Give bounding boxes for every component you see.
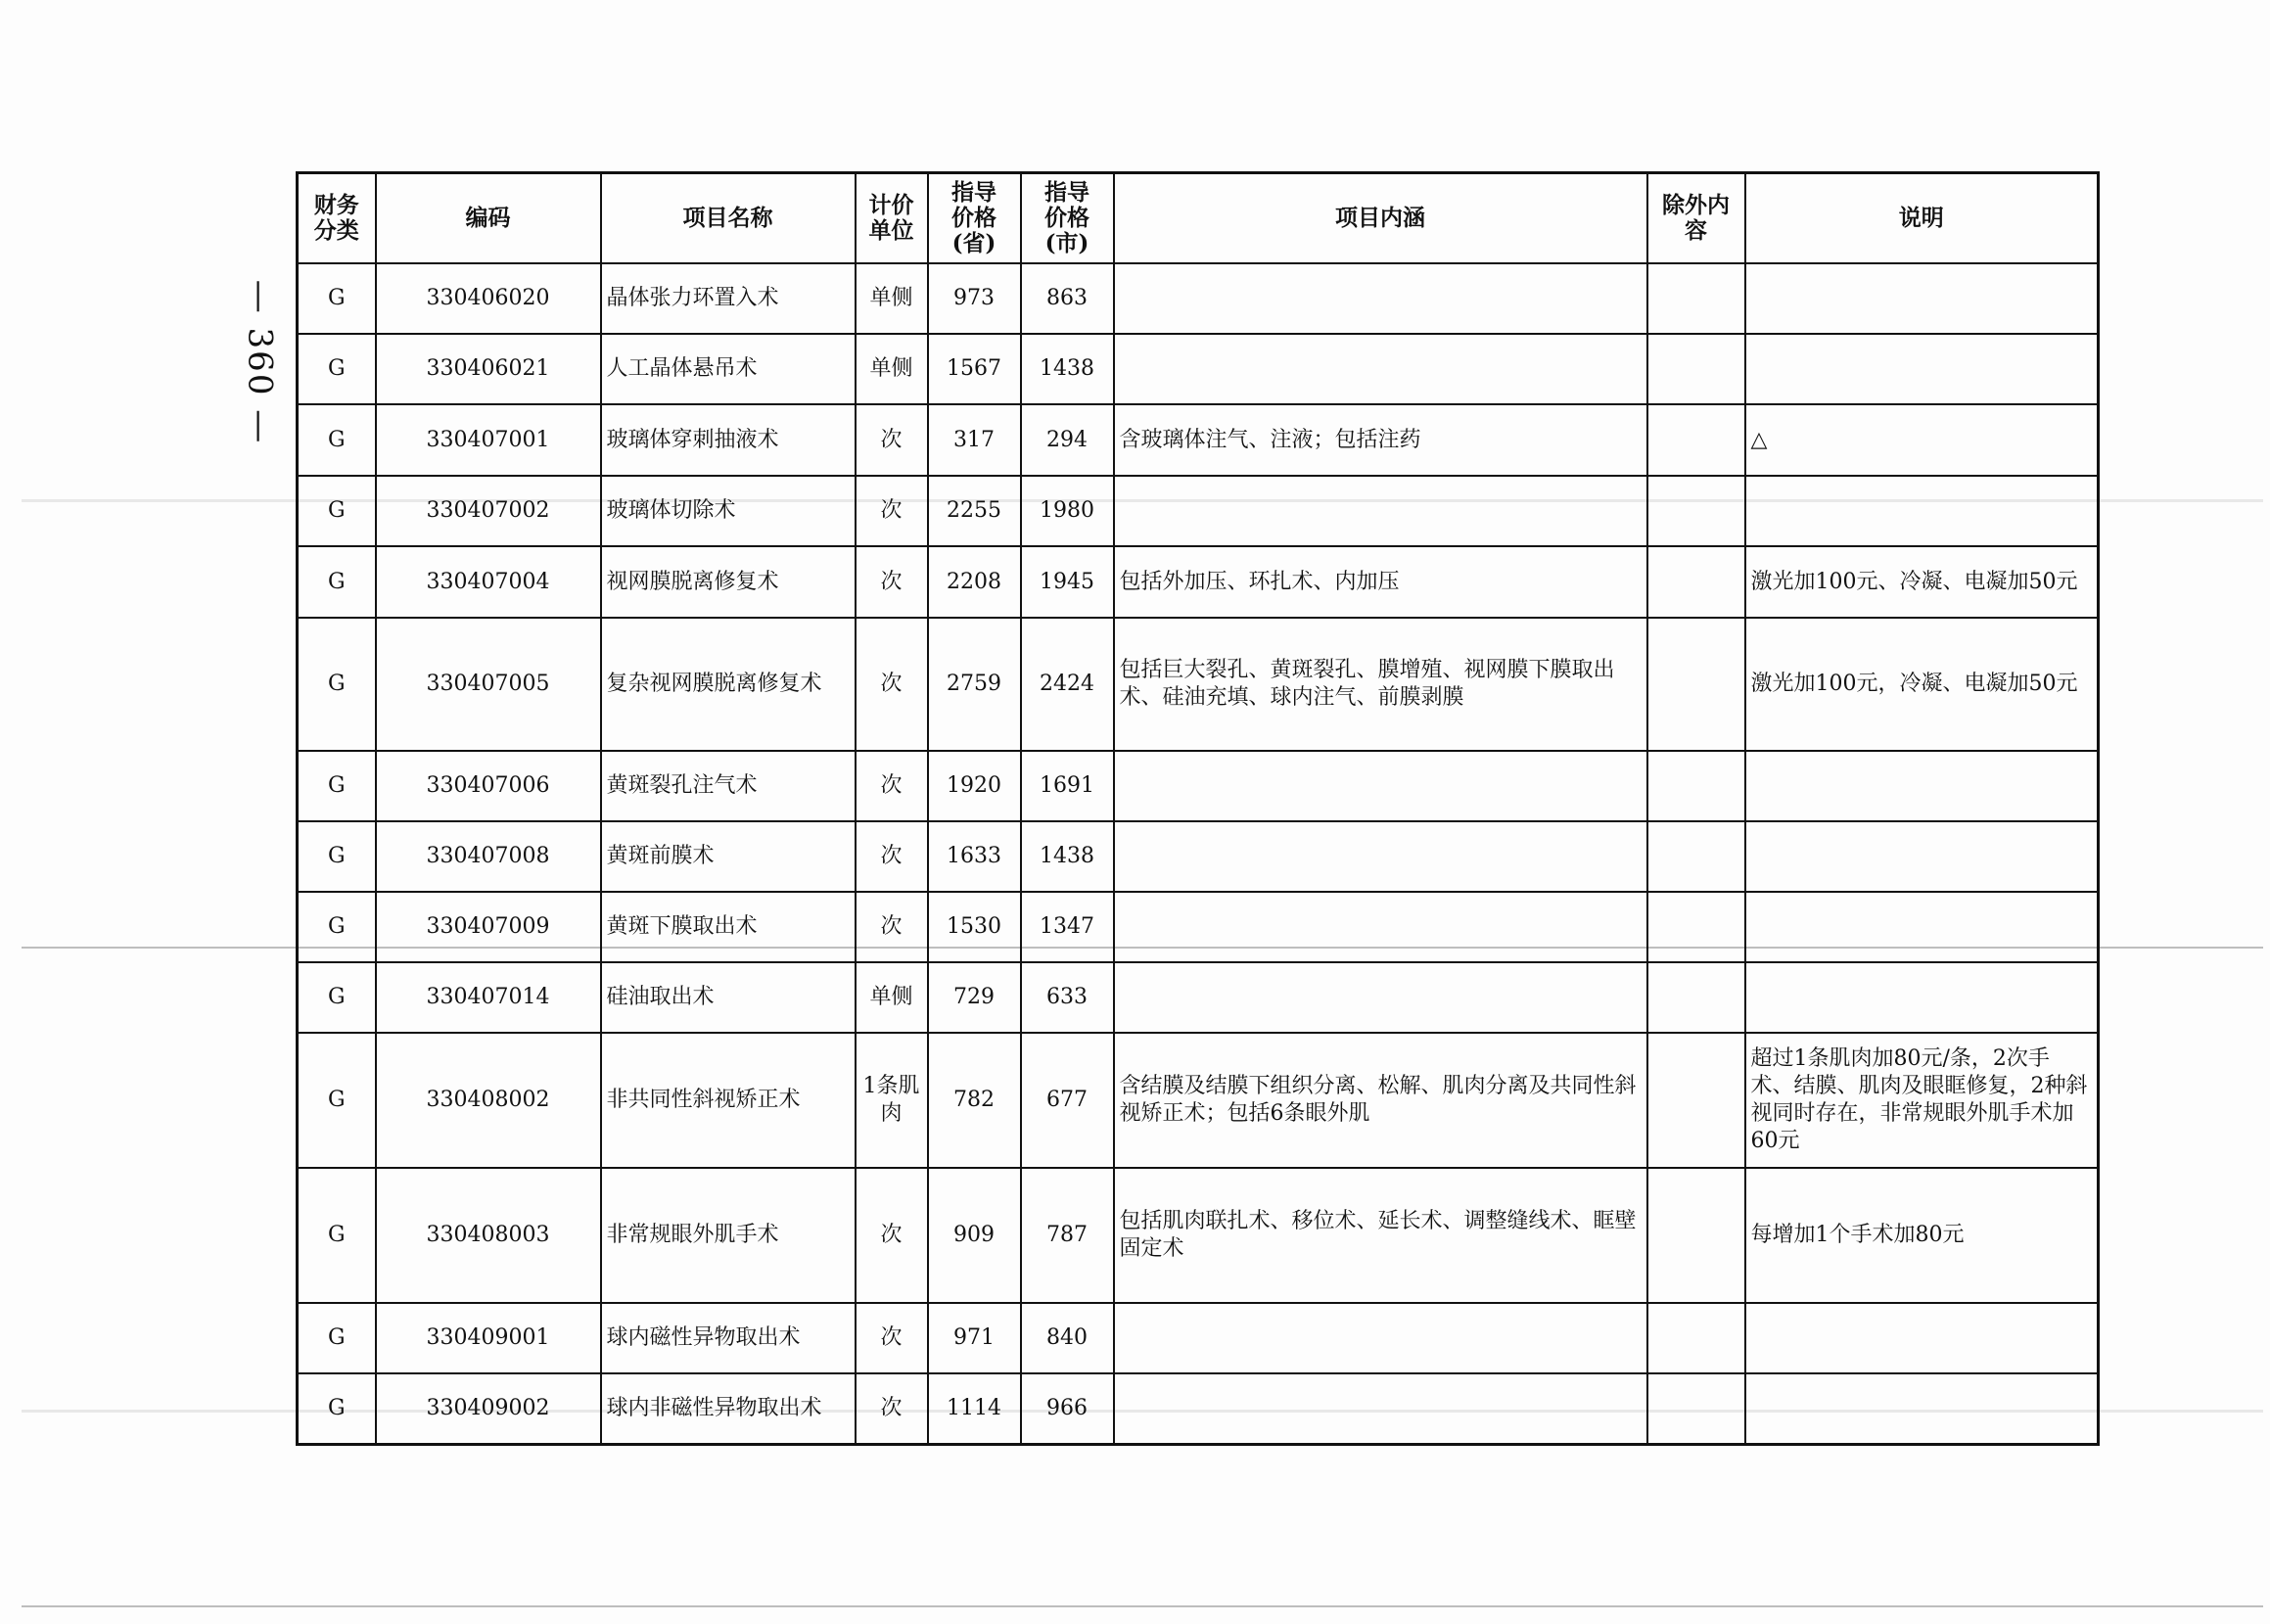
cell-category: G: [298, 821, 376, 892]
header-name: 项目名称: [601, 173, 856, 264]
cell-price-city: 294: [1021, 404, 1114, 476]
header-unit: 计价 单位: [856, 173, 928, 264]
cell-exclusions: [1647, 1373, 1745, 1444]
cell-unit: 单侧: [856, 962, 928, 1033]
cell-category: G: [298, 892, 376, 962]
cell-exclusions: [1647, 618, 1745, 751]
cell-name: 玻璃体穿刺抽液术: [601, 404, 856, 476]
cell-unit: 单侧: [856, 334, 928, 404]
cell-exclusions: [1647, 751, 1745, 821]
cell-code: 330409002: [376, 1373, 601, 1444]
page-number: [230, 279, 289, 445]
cell-code: 330407006: [376, 751, 601, 821]
cell-notes: [1745, 892, 2099, 962]
cell-price-province: 909: [928, 1168, 1021, 1303]
cell-price-province: 971: [928, 1303, 1021, 1373]
cell-category: G: [298, 1168, 376, 1303]
cell-exclusions: [1647, 404, 1745, 476]
cell-unit: 次: [856, 751, 928, 821]
cell-content: 包括肌肉联扎术、移位术、延长术、调整缝线术、眶壁固定术: [1114, 1168, 1647, 1303]
cell-category: G: [298, 1033, 376, 1168]
cell-name: 人工晶体悬吊术: [601, 334, 856, 404]
table-row: [298, 962, 2099, 1033]
cell-category: G: [298, 1303, 376, 1373]
cell-unit: 次: [856, 821, 928, 892]
cell-code: 330406021: [376, 334, 601, 404]
cell-content: [1114, 334, 1647, 404]
cell-price-city: 840: [1021, 1303, 1114, 1373]
cell-name: 黄斑裂孔注气术: [601, 751, 856, 821]
cell-unit: 单侧: [856, 263, 928, 334]
cell-price-city: 966: [1021, 1373, 1114, 1444]
header-row: [298, 173, 2099, 264]
cell-price-province: 1530: [928, 892, 1021, 962]
cell-notes: 激光加100元、冷凝、电凝加50元: [1745, 546, 2099, 618]
cell-price-province: 1567: [928, 334, 1021, 404]
cell-price-province: 1920: [928, 751, 1021, 821]
cell-name: 黄斑下膜取出术: [601, 892, 856, 962]
cell-notes: [1745, 1373, 2099, 1444]
cell-price-city: 1438: [1021, 821, 1114, 892]
cell-code: 330408003: [376, 1168, 601, 1303]
cell-name: 非常规眼外肌手术: [601, 1168, 856, 1303]
price-table: [296, 171, 2100, 1446]
cell-name: 复杂视网膜脱离修复术: [601, 618, 856, 751]
cell-notes: 每增加1个手术加80元: [1745, 1168, 2099, 1303]
cell-exclusions: [1647, 334, 1745, 404]
cell-category: G: [298, 263, 376, 334]
cell-exclusions: [1647, 263, 1745, 334]
table-row: [298, 1168, 2099, 1303]
cell-category: G: [298, 1373, 376, 1444]
table-row: [298, 1303, 2099, 1373]
cell-exclusions: [1647, 1168, 1745, 1303]
cell-name: 非共同性斜视矫正术: [601, 1033, 856, 1168]
table-row: [298, 821, 2099, 892]
cell-price-province: 1114: [928, 1373, 1021, 1444]
table-row: [298, 476, 2099, 546]
cell-exclusions: [1647, 1303, 1745, 1373]
cell-exclusions: [1647, 962, 1745, 1033]
cell-price-province: 2255: [928, 476, 1021, 546]
cell-category: G: [298, 751, 376, 821]
cell-notes: [1745, 263, 2099, 334]
cell-name: 晶体张力环置入术: [601, 263, 856, 334]
cell-price-city: 1438: [1021, 334, 1114, 404]
cell-exclusions: [1647, 1033, 1745, 1168]
cell-name: 视网膜脱离修复术: [601, 546, 856, 618]
cell-category: G: [298, 334, 376, 404]
cell-exclusions: [1647, 546, 1745, 618]
cell-notes: [1745, 751, 2099, 821]
cell-price-city: 1347: [1021, 892, 1114, 962]
cell-category: G: [298, 962, 376, 1033]
cell-price-province: 782: [928, 1033, 1021, 1168]
cell-code: 330407001: [376, 404, 601, 476]
cell-price-province: 317: [928, 404, 1021, 476]
header-category: 财务 分类: [298, 173, 376, 264]
cell-content: 含结膜及结膜下组织分离、松解、肌肉分离及共同性斜视矫正术；包括6条眼外肌: [1114, 1033, 1647, 1168]
header-price-province: 指导 价格 (省): [928, 173, 1021, 264]
cell-exclusions: [1647, 892, 1745, 962]
cell-notes: 超过1条肌肉加80元/条，2次手术、结膜、肌肉及眼眶修复，2种斜视同时存在，非常规眼外肌手术加60元: [1745, 1033, 2099, 1168]
table-body: [298, 263, 2099, 1444]
cell-exclusions: [1647, 821, 1745, 892]
cell-price-city: 1980: [1021, 476, 1114, 546]
cell-notes: 激光加100元，冷凝、电凝加50元: [1745, 618, 2099, 751]
cell-price-province: 1633: [928, 821, 1021, 892]
cell-unit: 次: [856, 892, 928, 962]
cell-notes: [1745, 476, 2099, 546]
cell-name: 硅油取出术: [601, 962, 856, 1033]
cell-unit: 次: [856, 546, 928, 618]
cell-content: [1114, 751, 1647, 821]
header-price-city: 指导 价格 (市): [1021, 173, 1114, 264]
page-number-text: — 360 —: [240, 279, 280, 445]
cell-code: 330406020: [376, 263, 601, 334]
cell-content: [1114, 962, 1647, 1033]
cell-price-city: 863: [1021, 263, 1114, 334]
table-row: [298, 263, 2099, 334]
table-row: [298, 751, 2099, 821]
cell-unit: 次: [856, 1168, 928, 1303]
header-notes: 说明: [1745, 173, 2099, 264]
cell-content: [1114, 821, 1647, 892]
cell-code: 330407002: [376, 476, 601, 546]
cell-unit: 次: [856, 618, 928, 751]
cell-price-province: 2759: [928, 618, 1021, 751]
cell-category: G: [298, 618, 376, 751]
cell-notes: [1745, 334, 2099, 404]
cell-content: 包括外加压、环扎术、内加压: [1114, 546, 1647, 618]
cell-category: G: [298, 476, 376, 546]
scan-artifact-line: [22, 1605, 2263, 1607]
cell-exclusions: [1647, 476, 1745, 546]
cell-content: [1114, 892, 1647, 962]
cell-code: 330407008: [376, 821, 601, 892]
cell-code: 330408002: [376, 1033, 601, 1168]
cell-content: [1114, 263, 1647, 334]
cell-name: 黄斑前膜术: [601, 821, 856, 892]
cell-code: 330407014: [376, 962, 601, 1033]
cell-unit: 次: [856, 1373, 928, 1444]
cell-price-city: 787: [1021, 1168, 1114, 1303]
table-row: [298, 1033, 2099, 1168]
cell-notes: [1745, 1303, 2099, 1373]
cell-name: 球内非磁性异物取出术: [601, 1373, 856, 1444]
cell-price-city: 677: [1021, 1033, 1114, 1168]
cell-price-city: 2424: [1021, 618, 1114, 751]
cell-content: [1114, 1373, 1647, 1444]
table-row: [298, 334, 2099, 404]
cell-unit: 次: [856, 476, 928, 546]
table-header: [298, 173, 2099, 264]
cell-content: 包括巨大裂孔、黄斑裂孔、膜增殖、视网膜下膜取出术、硅油充填、球内注气、前膜剥膜: [1114, 618, 1647, 751]
header-exclusions: 除外内 容: [1647, 173, 1745, 264]
cell-price-city: 633: [1021, 962, 1114, 1033]
table-row: [298, 618, 2099, 751]
header-code: 编码: [376, 173, 601, 264]
cell-price-province: 973: [928, 263, 1021, 334]
cell-code: 330407005: [376, 618, 601, 751]
cell-name: 球内磁性异物取出术: [601, 1303, 856, 1373]
cell-notes: [1745, 821, 2099, 892]
cell-code: 330407009: [376, 892, 601, 962]
cell-category: G: [298, 404, 376, 476]
cell-content: 含玻璃体注气、注液；包括注药: [1114, 404, 1647, 476]
cell-name: 玻璃体切除术: [601, 476, 856, 546]
cell-notes: △: [1745, 404, 2099, 476]
cell-unit: 次: [856, 404, 928, 476]
header-content: 项目内涵: [1114, 173, 1647, 264]
cell-price-city: 1945: [1021, 546, 1114, 618]
table-row: [298, 404, 2099, 476]
cell-code: 330407004: [376, 546, 601, 618]
table-row: [298, 892, 2099, 962]
cell-category: G: [298, 546, 376, 618]
cell-unit: 1条肌肉: [856, 1033, 928, 1168]
cell-price-province: 2208: [928, 546, 1021, 618]
table-row: [298, 1373, 2099, 1444]
cell-price-province: 729: [928, 962, 1021, 1033]
cell-content: [1114, 1303, 1647, 1373]
cell-price-city: 1691: [1021, 751, 1114, 821]
table-row: [298, 546, 2099, 618]
cell-code: 330409001: [376, 1303, 601, 1373]
cell-content: [1114, 476, 1647, 546]
cell-unit: 次: [856, 1303, 928, 1373]
cell-notes: [1745, 962, 2099, 1033]
